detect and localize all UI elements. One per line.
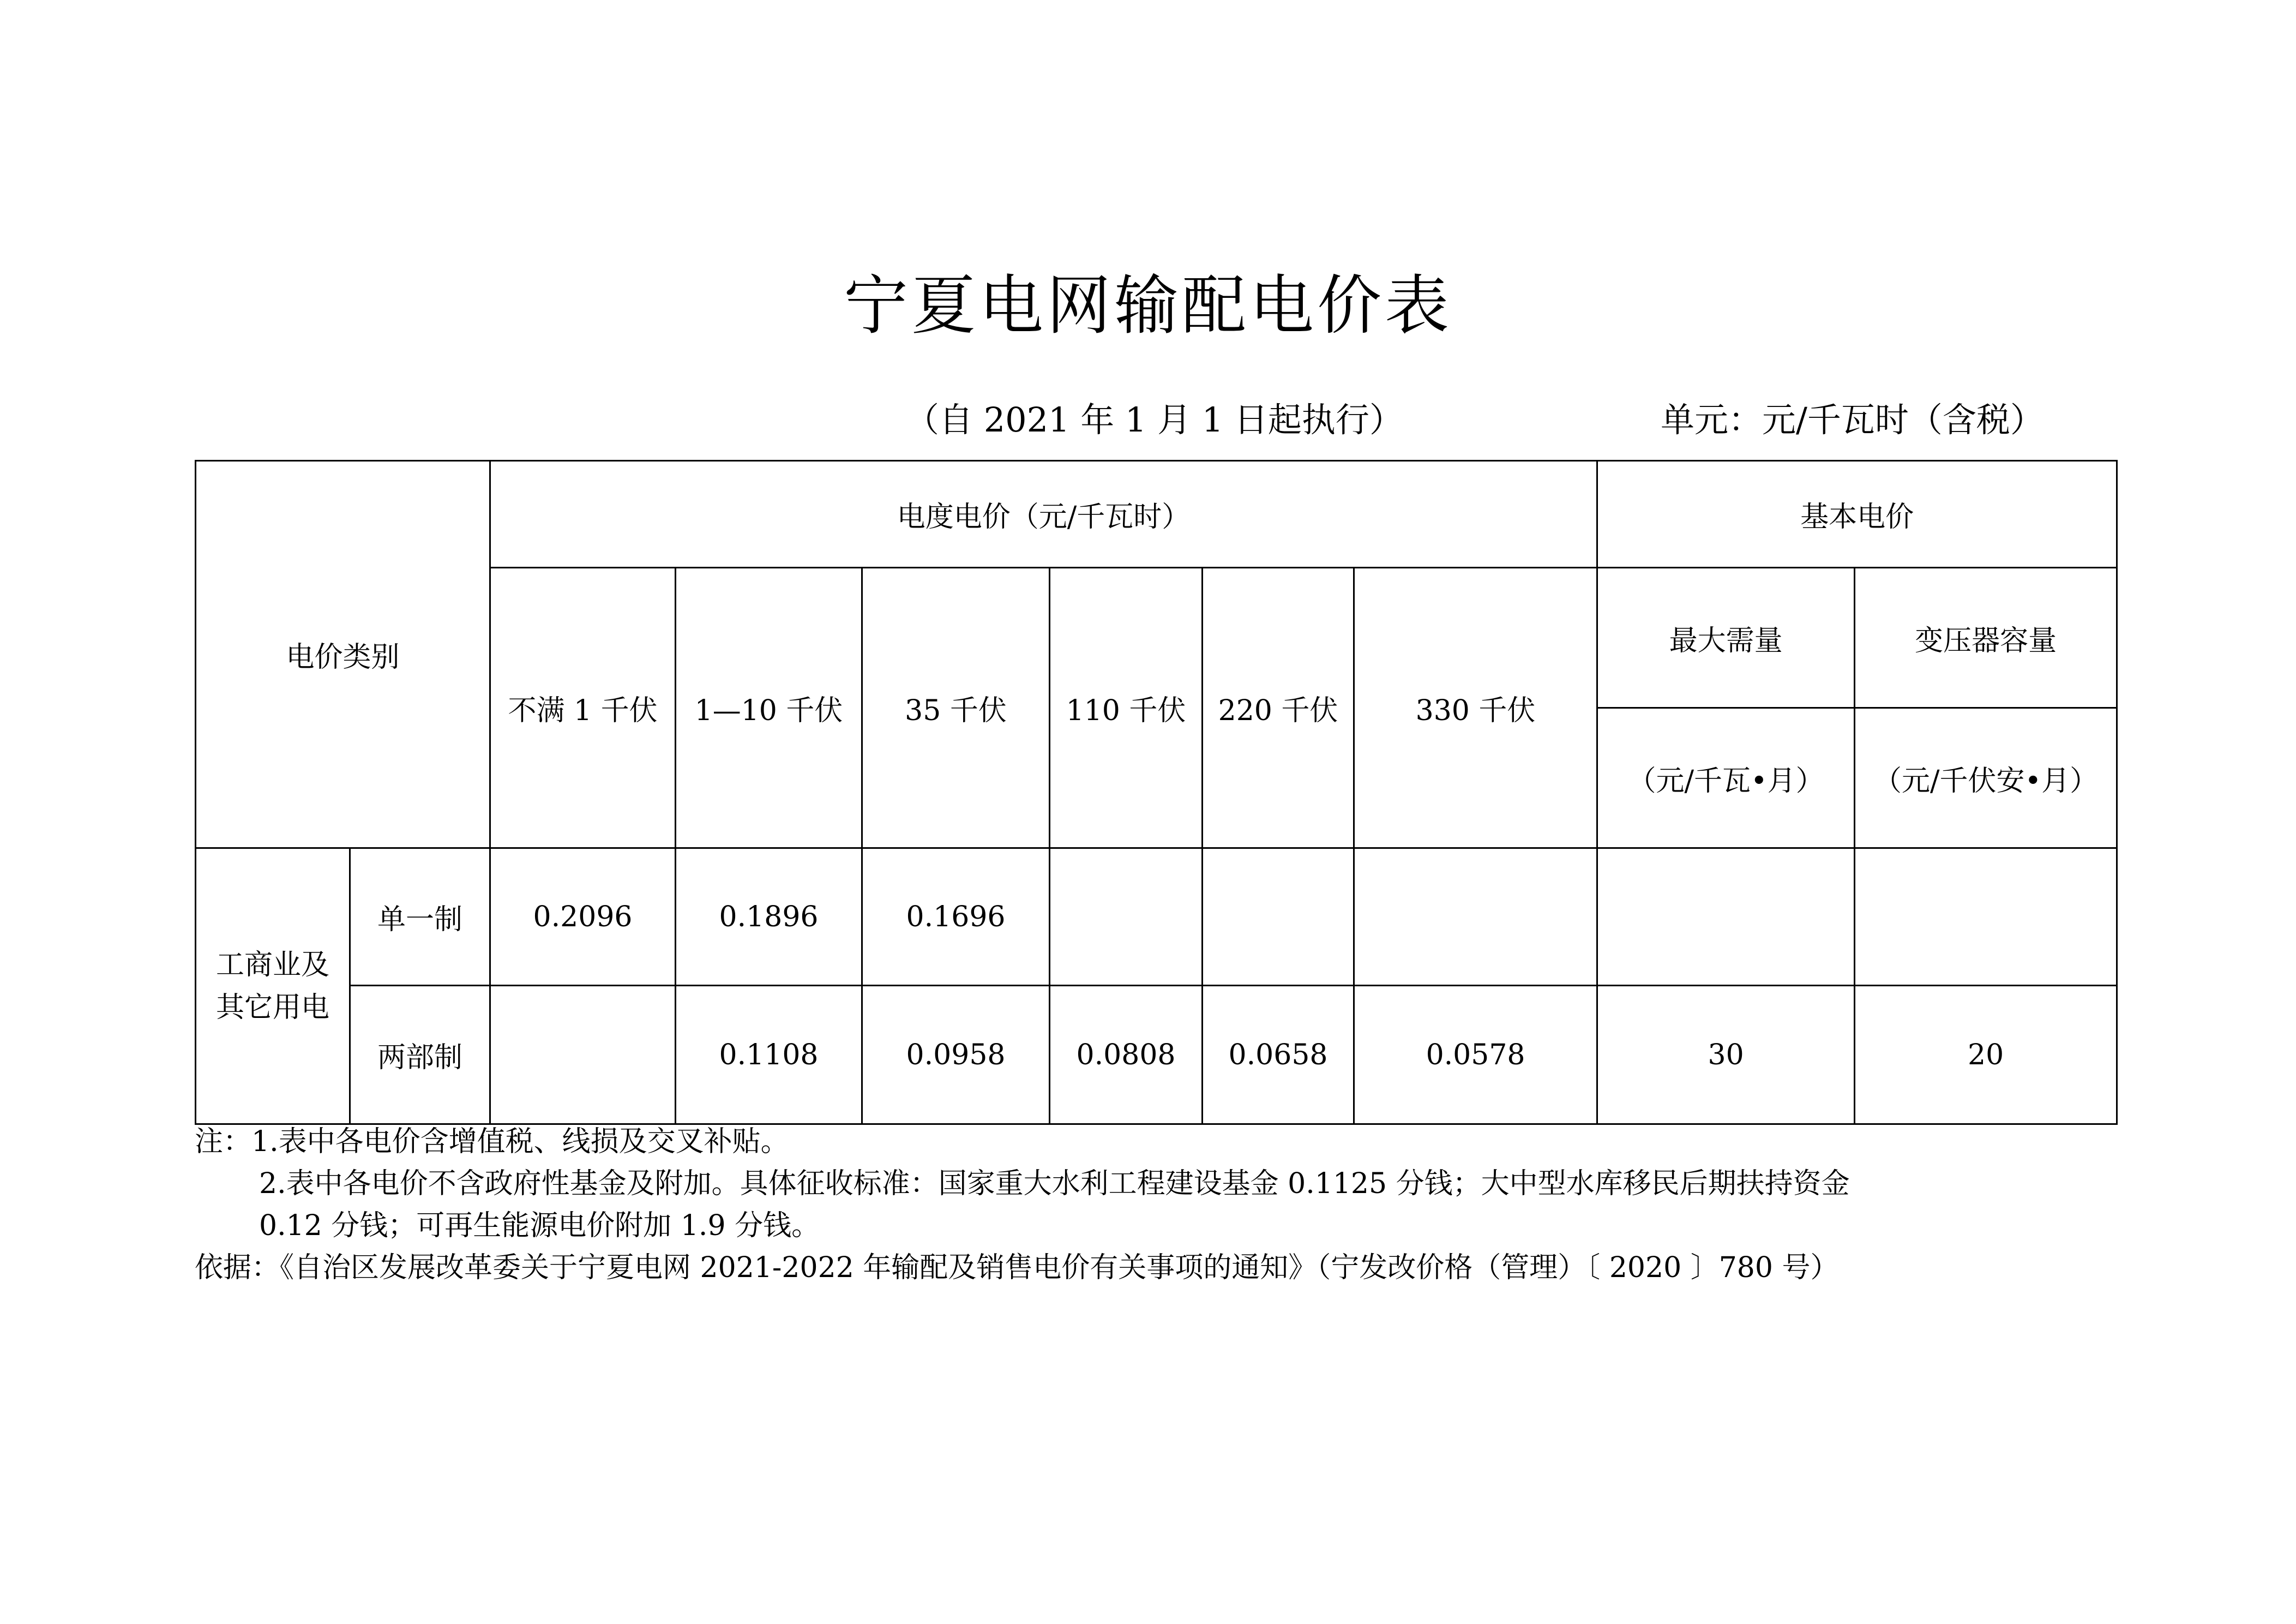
rate-type-cell: 单一制 xyxy=(350,848,490,986)
group-label: 工商业及其它用电 xyxy=(215,948,329,1024)
effective-date: （自 2021 年 1 月 1 日起执行） xyxy=(905,400,1403,440)
price-cell xyxy=(490,986,676,1124)
table-header-row xyxy=(196,461,2117,568)
table-row xyxy=(196,848,2117,986)
price-unit: 单元：元/千瓦时（含税） xyxy=(1661,400,2044,440)
basic-price-header: 基本电价 xyxy=(1597,461,2117,568)
price-cell: 0.0808 xyxy=(1050,986,1203,1124)
price-cell: 0.1108 xyxy=(676,986,862,1124)
document-title: 宁夏电网输配电价表 xyxy=(843,268,1452,343)
price-cell: 0.0958 xyxy=(862,986,1050,1124)
price-cell: 0.2096 xyxy=(490,848,676,986)
price-cell: 0.0578 xyxy=(1354,986,1597,1124)
voltage-level-header: 330 千伏 xyxy=(1354,568,1597,848)
price-cell: 0.1896 xyxy=(676,848,862,986)
transformer-capacity-unit: （元/千伏安•月） xyxy=(1855,708,2117,848)
energy-price-header: 电度电价（元/千瓦时） xyxy=(490,461,1597,568)
max-demand-cell: 30 xyxy=(1597,986,1855,1124)
price-cell xyxy=(1203,848,1354,986)
transformer-capacity-cell: 20 xyxy=(1855,986,2117,1124)
transformer-capacity-cell xyxy=(1855,848,2117,986)
price-cell xyxy=(1354,848,1597,986)
price-table xyxy=(195,460,2118,1125)
price-cell: 0.1696 xyxy=(862,848,1050,986)
voltage-level-header: 1—10 千伏 xyxy=(676,568,862,848)
voltage-level-header: 不满 1 千伏 xyxy=(490,568,676,848)
rate-type-cell: 两部制 xyxy=(350,986,490,1124)
basis-line: 依据：《自治区发展改革委关于宁夏电网 2021-2022 年输配及销售电价有关事项的通知》（宁发改价格（管理）〔 2020 〕780 号） xyxy=(195,1251,1839,1284)
transformer-capacity-header: 变压器容量 xyxy=(1855,568,2117,708)
max-demand-cell xyxy=(1597,848,1855,986)
note-line-3: 0.12 分钱；可再生能源电价附加 1.9 分钱。 xyxy=(259,1209,820,1242)
table-row xyxy=(196,986,2117,1124)
note-line-1: 注：1.表中各电价含增值税、线损及交叉补贴。 xyxy=(195,1125,789,1158)
price-cell: 0.0658 xyxy=(1203,986,1354,1124)
price-cell xyxy=(1050,848,1203,986)
voltage-level-header: 220 千伏 xyxy=(1203,568,1354,848)
voltage-level-header: 110 千伏 xyxy=(1050,568,1203,848)
category-header: 电价类别 xyxy=(196,461,490,848)
voltage-level-header: 35 千伏 xyxy=(862,568,1050,848)
note-line-2: 2.表中各电价不含政府性基金及附加。具体征收标准：国家重大水利工程建设基金 0.1125 分钱；大中型水库移民后期扶持资金 xyxy=(259,1167,1850,1200)
max-demand-header: 最大需量 xyxy=(1597,568,1855,708)
group-label-cell xyxy=(196,848,350,1124)
notes-section xyxy=(195,1121,2158,1289)
max-demand-unit: （元/千瓦•月） xyxy=(1597,708,1855,848)
